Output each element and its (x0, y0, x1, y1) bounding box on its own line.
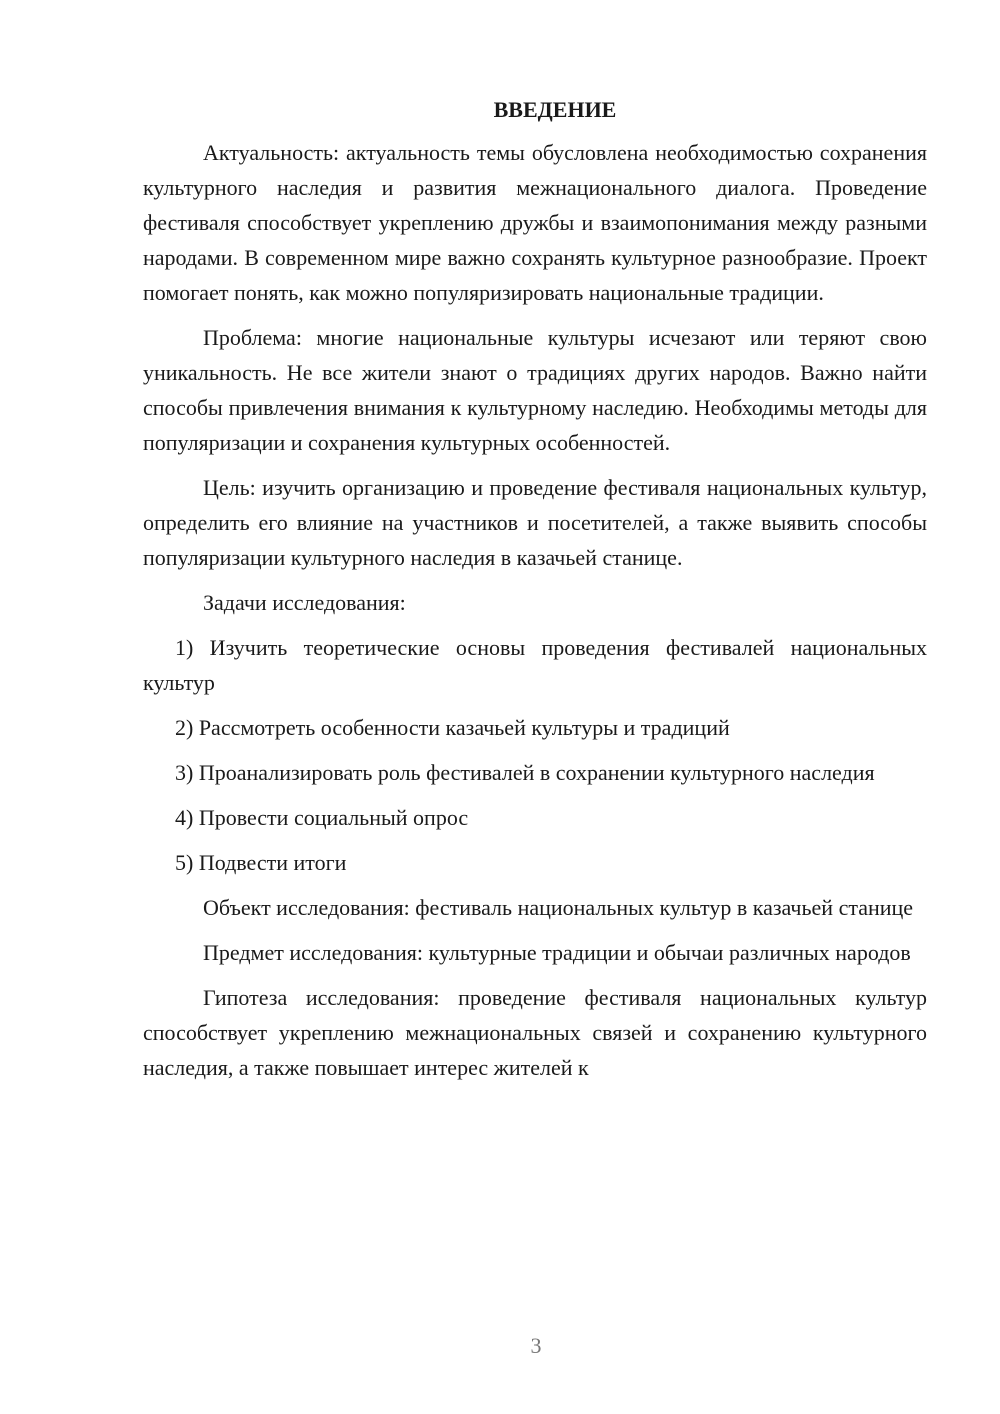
task-item-5: 5) Подвести итоги (175, 850, 347, 875)
task-item-4: 4) Провести социальный опрос (175, 805, 469, 830)
document-page (143, 92, 927, 1095)
task-item-2: 2) Рассмотреть особенности казачьей культуры и традиций (175, 715, 730, 740)
task-item-1: 1) Изучить теоретические основы проведения фестивалей национальных культур (143, 635, 927, 695)
task-item-3: 3) Проанализировать роль фестивалей в сохранении культурного наследия (175, 760, 875, 785)
paragraph-object: Объект исследования: фестиваль национальных культур в казачьей станице (203, 895, 914, 920)
page-number: 3 (530, 1333, 542, 1358)
page-title: ВВЕДЕНИЕ (493, 97, 617, 122)
paragraph-goal: Цель: изучить организацию и проведение фестиваля национальных культур, определить его влияние на участников и посетителей, а также выявить способы популяризации культурного наследия в казачьей станице. (143, 475, 927, 570)
tasks-heading: Задачи исследования: (203, 590, 406, 615)
paragraph-hypothesis: Гипотеза исследования: проведение фестиваля национальных культур способствует укреплению межнациональных связей и сохранению культурного наследия, а также повышает интерес жителей к (143, 985, 927, 1080)
paragraph-subject: Предмет исследования: культурные традиции и обычаи различных народов (203, 940, 911, 965)
paragraph-problem: Проблема: многие национальные культуры исчезают или теряют свою уникальность. Не все жители знают о традициях других народов. Важно найти способы привлечения внимания к культурному наследию. Необходимы методы для популяризации и сохранения культурных особенностей. (143, 325, 927, 455)
paragraph-relevance: Актуальность: актуальность темы обусловлена необходимостью сохранения культурного наследия и развития межнационального диалога. Проведение фестиваля способствует укреплению дружбы и взаимопонимания между разными народами. В современном мире важно сохранять культурное разнообразие. Проект помогает понять, как можно популяризировать национальные традиции. (143, 140, 927, 305)
